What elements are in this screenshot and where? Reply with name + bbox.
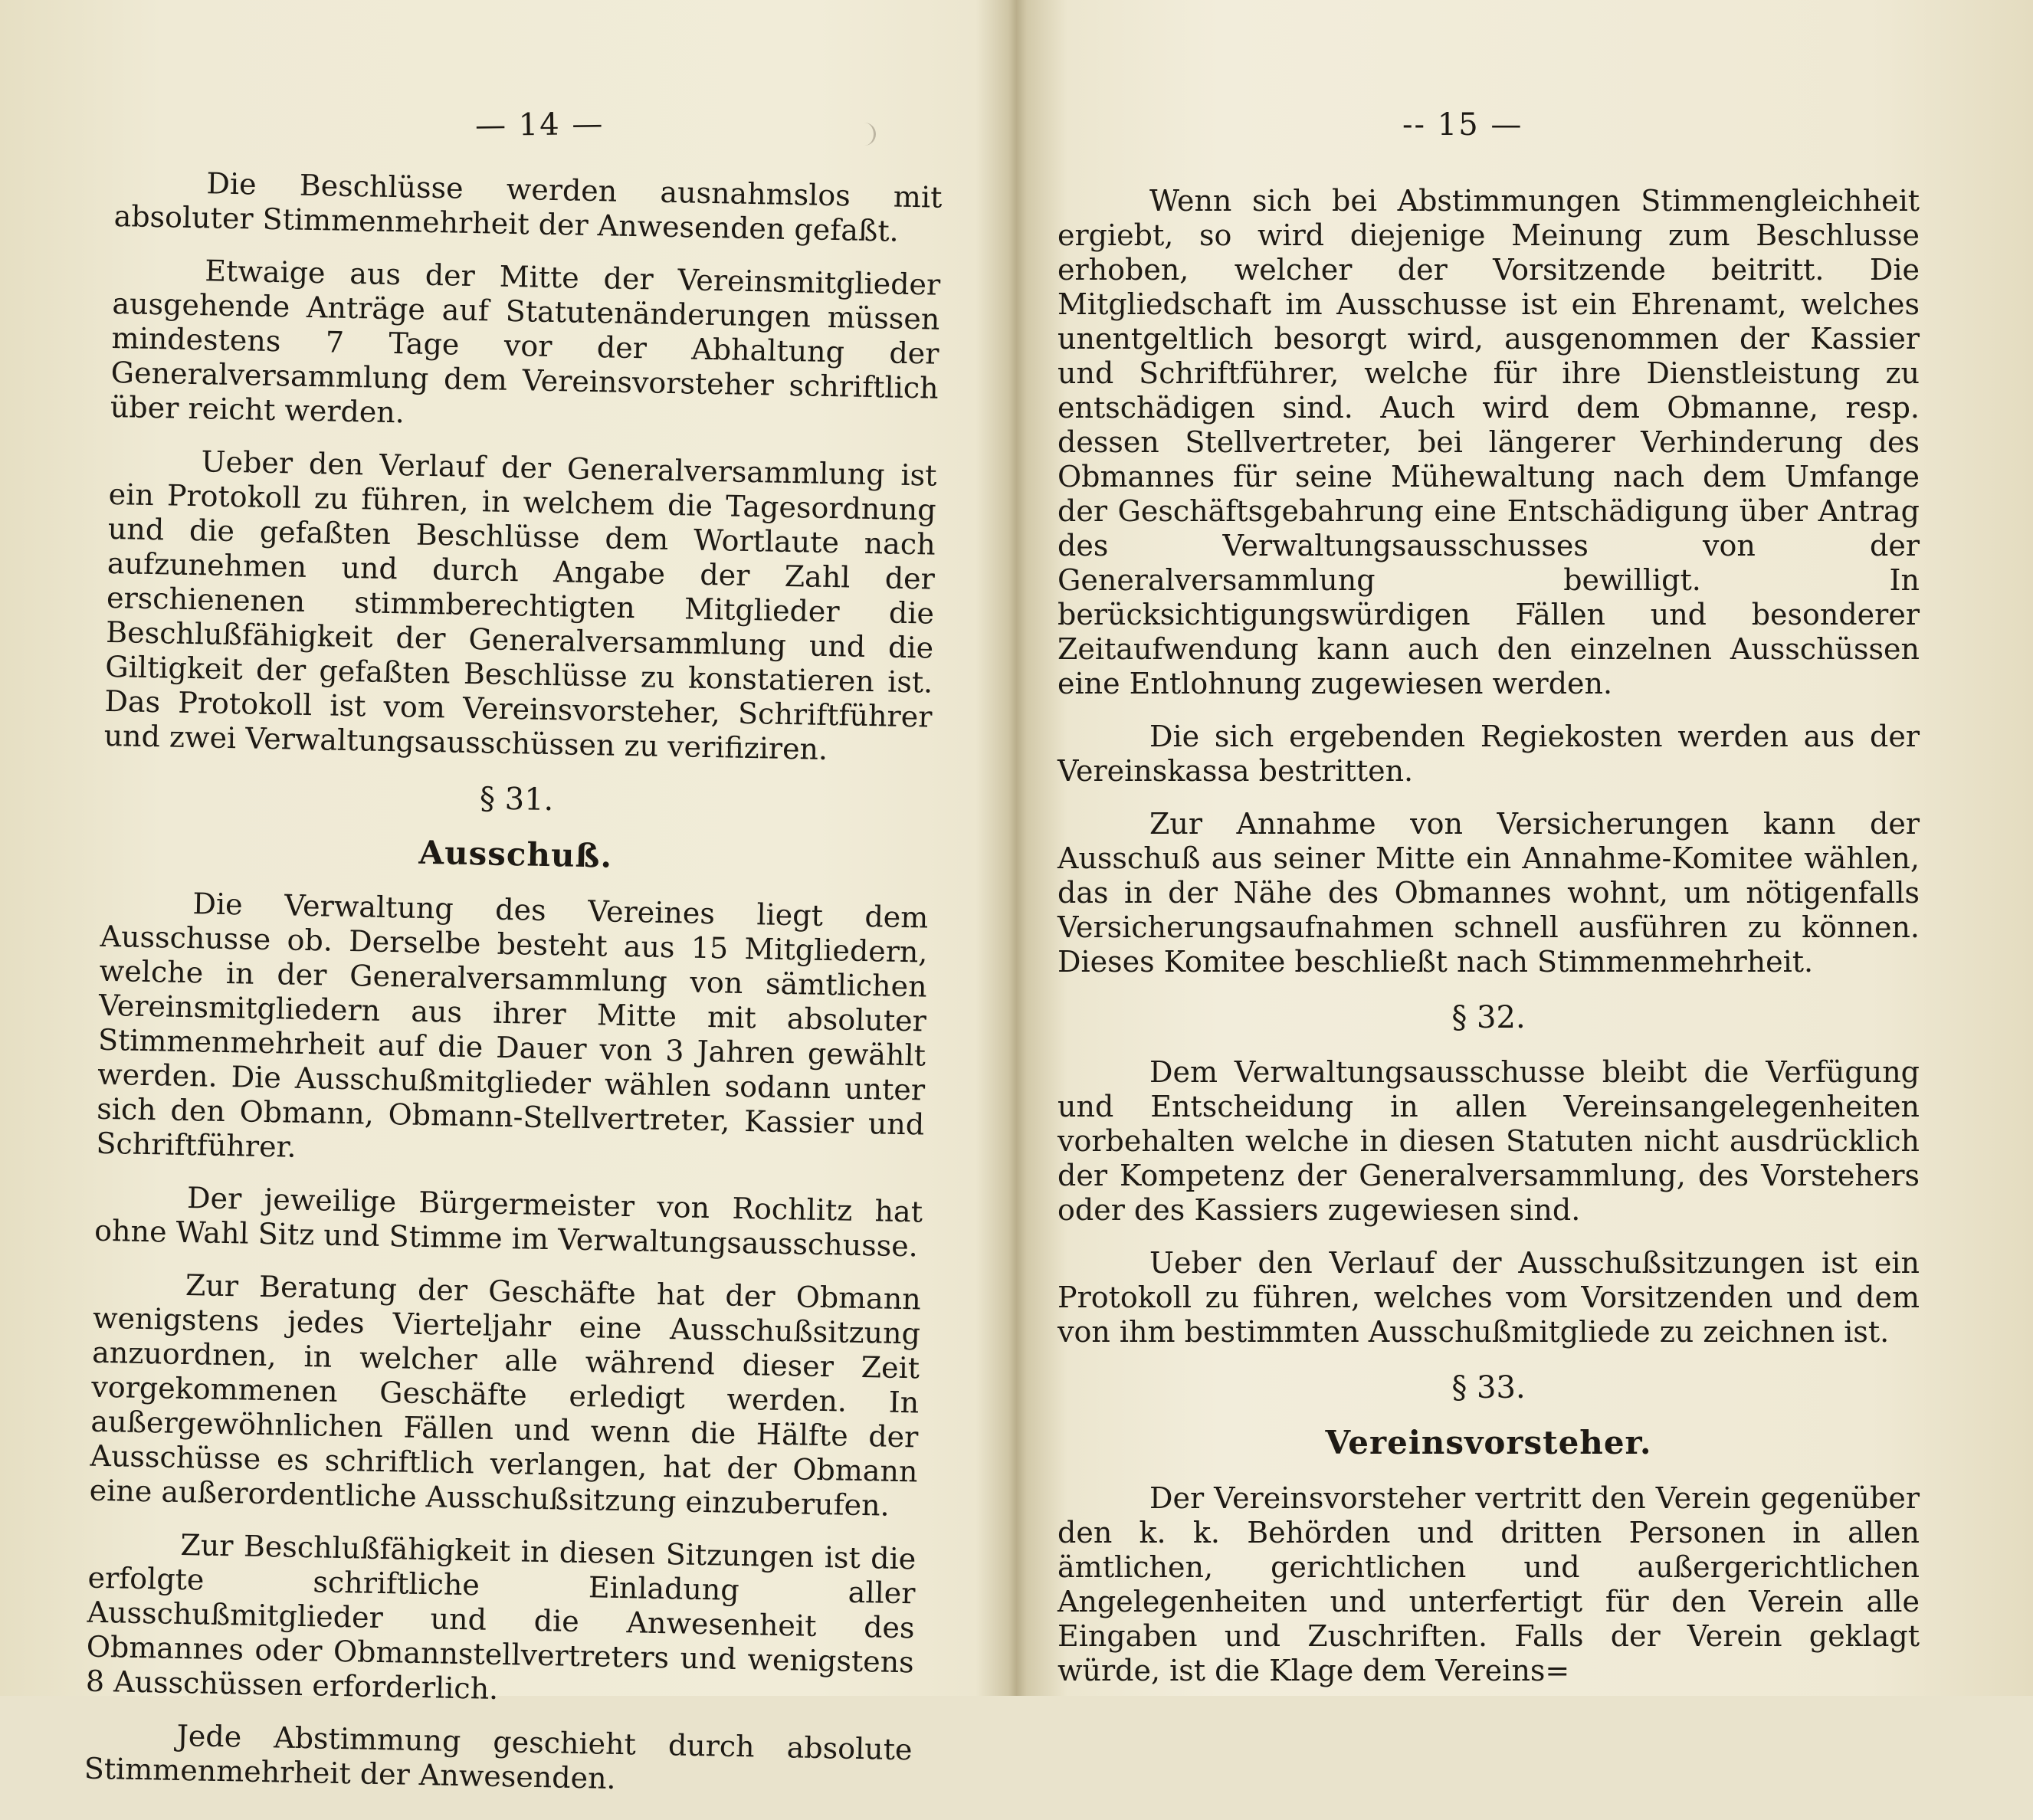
- section-heading: Ausschuß.: [418, 833, 613, 875]
- left-page: [0, 0, 996, 1795]
- page-number: — 14 —: [474, 106, 605, 144]
- paragraph: Ueber den Verlauf der Generalversammlung ist ein Protokoll zu führen, in welchem die Tagesordnung und die gefaßten Beschlüsse dem Wortlaute nach aufzunehmen und durch Angabe der Zahl der erschienenen stimmberechtigten Mitglieder die Beschlußfähigkeit der Generalversammlung und die Giltigkeit der gefaßten Beschlüsse zu konstatieren ist. Das Protokoll ist vom Vereinsvorsteher, Schriftführer und zwei Verwaltungsausschüssen zu verifiziren.: [103, 444, 937, 766]
- paragraph: Zur Beratung der Geschäfte hat der Obmann wenigstens jedes Vierteljahr eine Ausschußsitzung anzuordnen, in welcher alle während dieser Zeit vorgekommenen Geschäfte erledigt werden. In außergewöhnlichen Fällen und wenn die Hälfte der Ausschüsse es schriftlich verlangen, hat der Obmann eine außerordentliche Ausschußsitzung einzuberufen.: [89, 1268, 922, 1523]
- paragraph: Zur Beschlußfähigkeit in diesen Sitzungen ist die erfolgte schriftliche Einladung aller Ausschußmitglieder und die Anwesenheit des Obmannes oder Obmannstellvertreters und wenigstens 8 Ausschüssen erforderlich.: [85, 1527, 916, 1706]
- paragraph: Etwaige aus der Mitte der Vereinsmitglieder ausgehende Anträge auf Statutenänderungen müssen mindestens 7 Tage vor der Abhaltung der Generalversammlung dem Vereinsvorsteher schriftlich über reicht werden.: [110, 254, 941, 430]
- paragraph: Wenn sich bei Abstimmungen Stimmengleichheit ergiebt, so wird diejenige Meinung zum Beschlusse erhoben, welcher der Vorsitzende beitritt. Die Mitgliedschaft im Ausschusse ist ein Ehrenamt, welches unentgeltlich besorgt wird, ausgenommen der Kassier und Schriftführer, welche für ihre Dienstleistung zu entschädigen sind. Auch wird dem Obmanne, resp. dessen Stellvertreter, bei längerer Verhinderung des Obmannes für seine Mühewaltung nach dem Umfange der Geschäftsgebahrung eine Entschädigung über Antrag des Verwaltungsausschusses von der Generalversammlung bewilligt. In berücksichtigungswürdigen Fällen und besonderer Zeitaufwendung kann auch den einzelnen Ausschüssen eine Entlohnung zugewiesen werden.: [1057, 184, 1920, 700]
- paragraph: Der Vereinsvorsteher vertritt den Verein gegenüber den k. k. Behörden und dritten Personen in allen ämtlichen, gerichtlichen und außergerichtlichen Angelegenheiten und unterfertigt für den Verein alle Eingaben und Zuschriften. Falls der Verein geklagt würde, ist die Klage dem Vereins=: [1057, 1481, 1920, 1687]
- page-number: -- 15 —: [1402, 107, 1523, 143]
- left-text-block: [84, 165, 943, 1820]
- section-heading: Vereinsvorsteher.: [1325, 1424, 1652, 1461]
- paragraph: Die sich ergebenden Regiekosten werden aus der Vereinskassa bestritten.: [1057, 720, 1920, 788]
- page-mark: [858, 123, 876, 146]
- paragraph: Ueber den Verlauf der Ausschußsitzungen ist ein Protokoll zu führen, welches vom Vorsitzenden und dem von ihm bestimmten Ausschußmitgliede zu zeichnen ist.: [1057, 1246, 1920, 1349]
- section-number: § 32.: [1451, 1000, 1526, 1035]
- section-number: § 31.: [479, 781, 554, 818]
- paragraph: Die Beschlüsse werden ausnahmslos mit absoluter Stimmenmehrheit der Anwesenden gefaßt.: [113, 166, 943, 248]
- paragraph: Jede Abstimmung geschieht durch absolute Stimmenmehrheit der Anwesenden.: [84, 1718, 913, 1795]
- paragraph: Der jeweilige Bürgermeister von Rochlitz hat ohne Wahl Sitz und Stimme im Verwaltungsausschusse.: [93, 1181, 923, 1264]
- right-text-block: [1057, 184, 1920, 1707]
- paragraph: Dem Verwaltungsausschusse bleibt die Verfügung und Entscheidung in allen Vereinsangelegenheiten vorbehalten welche in diesen Statuten nicht ausdrücklich der Kompetenz der Generalversammlung, des Vorstehers oder des Kassiers zugewiesen sind.: [1057, 1055, 1920, 1227]
- right-page: [1019, 0, 2033, 1696]
- paragraph: Die Verwaltung des Vereines liegt dem Ausschusse ob. Derselbe besteht aus 15 Mitgliedern, welche in der Generalversammlung von sämtlichen Vereinsmitgliedern aus ihrer Mitte mit absoluter Stimmenmehrheit auf die Dauer von 3 Jahren gewählt werden. Die Ausschußmitglieder wählen sodann unter sich den Obmann, Obmann-Stellvertreter, Kassier und Schriftführer.: [96, 887, 929, 1164]
- section-number: § 33.: [1451, 1370, 1526, 1405]
- paragraph: Zur Annahme von Versicherungen kann der Ausschuß aus seiner Mitte ein Annahme-Komitee wählen, das in der Nähe des Obmannes wohnt, um nötigenfalls Versicherungsaufnahmen schnell ausführen zu können. Dieses Komitee beschließt nach Stimmenmehrheit.: [1057, 807, 1920, 979]
